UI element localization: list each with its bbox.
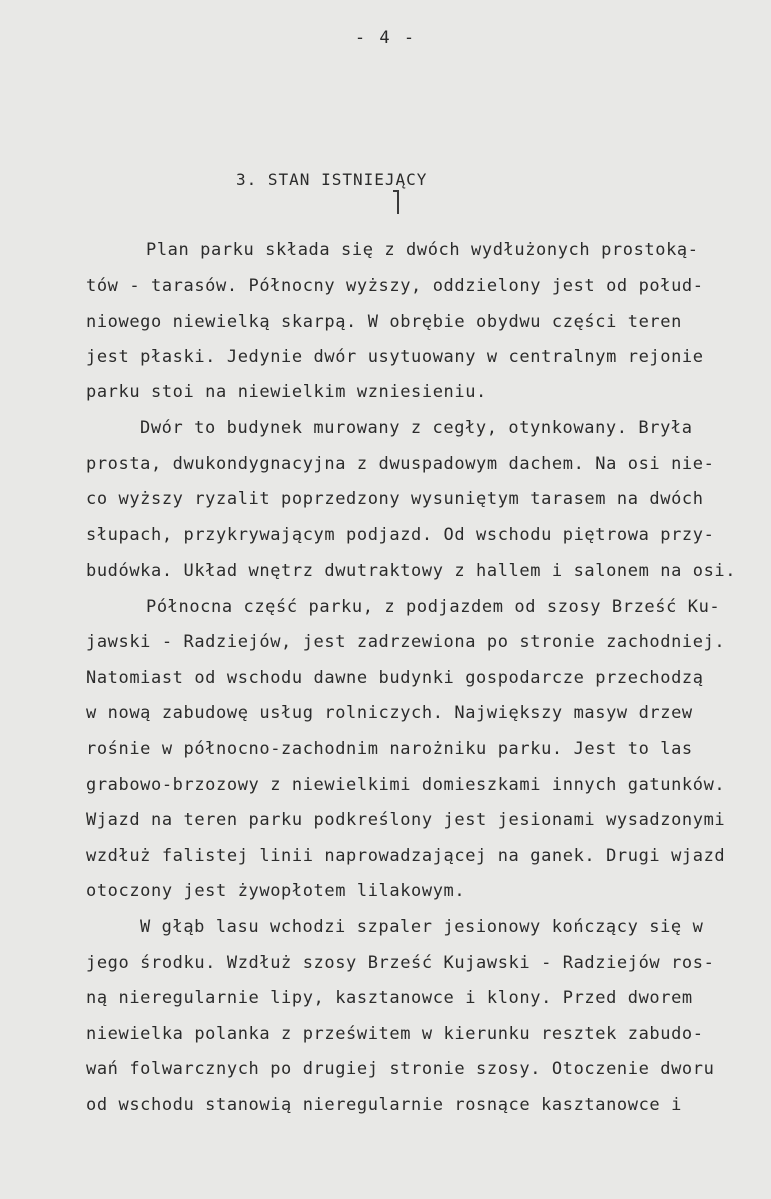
text-line: niowego niewielką skarpą. W obrębie obydwu części teren bbox=[86, 312, 682, 332]
text-line: prosta, dwukondygnacyjna z dwuspadowym dachem. Na osi nie- bbox=[86, 454, 715, 474]
text-line: jest płaski. Jedynie dwór usytuowany w centralnym rejonie bbox=[86, 347, 704, 367]
text-line: Plan parku składa się z dwóch wydłużonych prostoką- bbox=[146, 240, 699, 260]
text-line: Natomiast od wschodu dawne budynki gospodarcze przechodzą bbox=[86, 668, 704, 688]
text-line: budówka. Układ wnętrz dwutraktowy z hallem i salonem na osi. bbox=[86, 561, 737, 581]
section-heading: 3. STAN ISTNIEJĄCY bbox=[236, 170, 428, 189]
text-line: rośnie w północno-zachodnim narożniku parku. Jest to las bbox=[86, 739, 693, 759]
text-line: słupach, przykrywającym podjazd. Od wschodu piętrowa przy- bbox=[86, 525, 715, 545]
text-line: ną nieregularnie lipy, kasztanowce i klony. Przed dworem bbox=[86, 988, 693, 1008]
text-line: wań folwarcznych po drugiej stronie szosy. Otoczenie dworu bbox=[86, 1059, 715, 1079]
text-line: jego środku. Wzdłuż szosy Brześć Kujawski - Radziejów ros- bbox=[86, 953, 715, 973]
text-line: w nową zabudowę usług rolniczych. Największy masyw drzew bbox=[86, 703, 693, 723]
text-line: co wyższy ryzalit poprzedzony wysuniętym tarasem na dwóch bbox=[86, 489, 704, 509]
page-number: - 4 - bbox=[354, 28, 417, 48]
text-line: niewielka polanka z prześwitem w kierunku resztek zabudo- bbox=[86, 1024, 704, 1044]
text-line: parku stoi na niewielkim wzniesieniu. bbox=[86, 382, 487, 402]
text-line: tów - tarasów. Północny wyższy, oddzielony jest od połud- bbox=[86, 276, 704, 296]
text-line: wzdłuż falistej linii naprowadzającej na ganek. Drugi wjazd bbox=[86, 846, 726, 866]
text-line: Wjazd na teren parku podkreślony jest jesionami wysadzonymi bbox=[86, 810, 726, 830]
text-line: W głąb lasu wchodzi szpaler jesionowy kończący się w bbox=[140, 917, 704, 937]
text-line: otoczony jest żywopłotem lilakowym. bbox=[86, 881, 466, 901]
text-line: od wschodu stanowią nieregularnie rosnące kasztanowce i bbox=[86, 1095, 682, 1115]
text-line: jawski - Radziejów, jest zadrzewiona po stronie zachodniej. bbox=[86, 632, 726, 652]
text-line: grabowo-brzozowy z niewielkimi domieszkami innych gatunków. bbox=[86, 775, 726, 795]
text-line: Północna część parku, z podjazdem od szosy Brześć Ku- bbox=[146, 597, 721, 617]
text-line: Dwór to budynek murowany z cegły, otynkowany. Bryła bbox=[140, 418, 693, 438]
pen-mark bbox=[397, 190, 399, 214]
pen-mark-tick bbox=[393, 190, 399, 192]
